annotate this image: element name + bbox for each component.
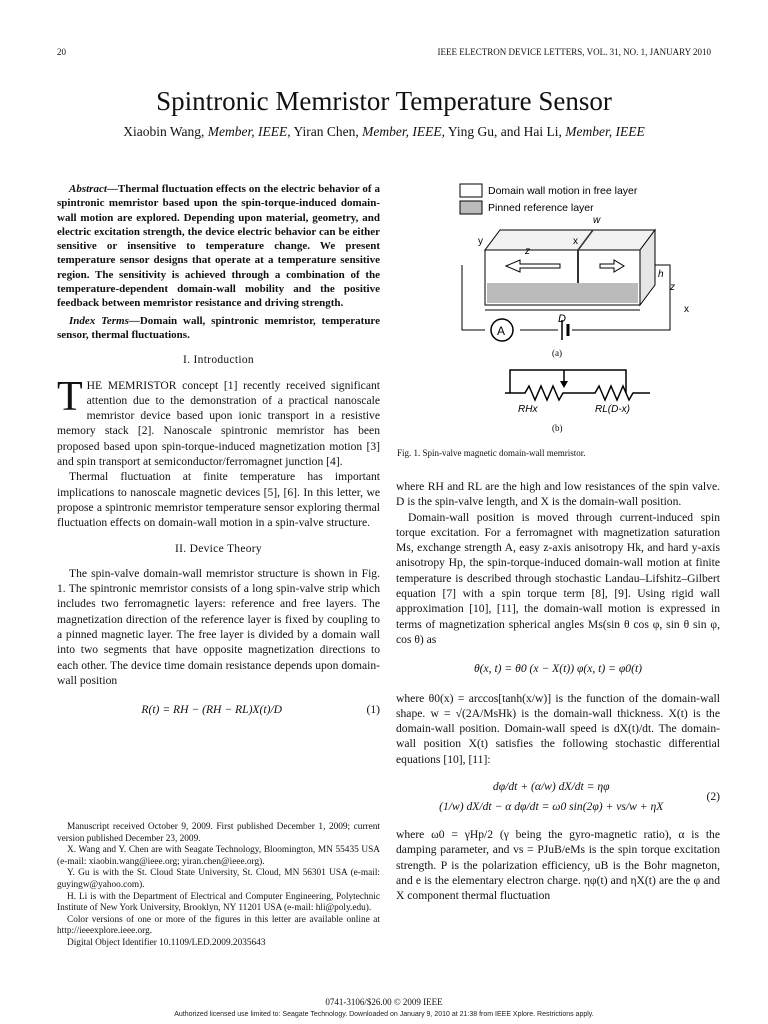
figure-caption: Fig. 1. Spin-valve magnetic domain-wall memristor. [397, 448, 586, 458]
equation-2-line-1: dφ/dt + (α/w) dX/dt = ηφ [492, 780, 610, 794]
footnote: Y. Gu is with the St. Cloud State University, St. Cloud, MN 56301 USA (e-mail: guyingw@yahoo.com). [57, 868, 380, 890]
journal-header: IEEE ELECTRON DEVICE LETTERS, VOL. 31, NO. 1, JANUARY 2010 [437, 47, 711, 57]
wiper-arrow-icon [560, 381, 568, 388]
resistor-network [505, 386, 650, 400]
equation-angles [396, 661, 720, 676]
length-label: D [558, 313, 566, 325]
right-paragraph-1: where RH and RL are the high and low resistances of the spin valve. D is the spin-valve length, and X is the domain-wall position. [396, 480, 720, 509]
axis-x-label-right: x [684, 304, 689, 315]
height-label: h [658, 269, 664, 280]
device-top-face [485, 230, 655, 250]
axis-z-label: z [525, 246, 530, 257]
axis-z-label-right: z [670, 282, 675, 293]
intro-paragraph-2: Thermal fluctuation at finite temperature has important implications to nanoscale magnetic devices [5], [6]. In this letter, we propose a spintronic memristor temperature sensor exploring thermal fluctuation effects on domain-wall motion in a spin-valve structure. [57, 470, 380, 530]
subfigure-b-label: (b) [552, 423, 563, 433]
right-column [396, 479, 720, 904]
page-number: 20 [57, 47, 66, 57]
author-name: Xiaobin Wang, [123, 124, 205, 139]
resistor-right-label: RL(D-x) [595, 404, 630, 415]
right-paragraph-3: where θ0(x) = arccos[tanh(x/w)] is the function of the domain-wall shape. w = √(2A/MsHk) is the domain-wall thickness. X(t) is the domain-wall position. Domain-wall speed is dX(t)/dt. The domain-wall position X(t) satisfies the following stochastic differential equations [10], [11]: [396, 691, 720, 766]
legend-pinned-label: Pinned reference layer [488, 202, 594, 214]
abstract [57, 182, 380, 311]
right-paragraph-2: Domain-wall position is moved through current-induced spin torque excitation. For a ferromagnet with magnetization saturation Ms, exchange strength A, easy z-axis anisotropy Hk, and hard y-axis anisotropy Hp, the spin-torque-induced domain-wall motion at finite temperature is described through stochastic Landau–Lifshitz–Gilbert equation [7] with a spin torque term [8], [9]. Using rigid wall approximation [10], [11], the domain-wall motion is expressed in terms of magnetization spherical angles Ms(sin θ cos φ, sin θ sin φ, cos θ) as [396, 510, 720, 646]
author-role: Member, IEEE, [207, 124, 291, 139]
equation-angles-body: θ(x, t) = θ0 (x − X(t)) φ(x, t) = φ0(t) [473, 662, 643, 676]
legend-swatch-pinned [460, 201, 482, 214]
equation-1-number: (1) [366, 703, 380, 717]
author-role: Member, IEEE [565, 124, 645, 139]
section-heading-device-theory: II. Device Theory [175, 542, 262, 555]
left-column [57, 182, 380, 728]
footnote: X. Wang and Y. Chen are with Seagate Technology, Bloomington, MN 55435 USA (e-mail: xiaobin.wang@ieee.org; yiran.chen@ieee.org). [57, 845, 380, 867]
intro-paragraph-1: THE MEMRISTOR concept [1] recently received significant attention due to the demonstration of a practical nanoscale memristor device based upon ionic transport in a resistive memory stack [2]. Nanoscale spintronic memristor has been proposed based upon spin-torque-induced magnetization motion [3] and spin transport at semiconductor/ferromagnet junction [4]. [57, 373, 380, 469]
ammeter-label: A [497, 324, 506, 338]
figure-1 [440, 180, 700, 440]
author-name: Ying Gu, and Hai Li, [447, 124, 562, 139]
paper-title: Spintronic Memristor Temperature Sensor [156, 86, 612, 116]
subfigure-a-label: (a) [552, 348, 562, 358]
abstract-text: Thermal fluctuation effects on the electric behavior of a spintronic memristor based upon the spin-torque-induced domain-wall motion are explored. Depending upon material, geometry, and electric excitation strength, the device electric behavior can be either sensitive or insensitive to temperature change. We present temperature sensor designs that operate at a temperature sensitive region. The sensitivity is achieved through a combination of the temperature-dependent domain-wall mobility and the positive feedback between memristor resistance and driving strength. [57, 183, 380, 310]
author-name: Yiran Chen, [293, 124, 359, 139]
section-heading-introduction: I. Introduction [183, 354, 254, 367]
axis-x-label-top: x [573, 236, 578, 247]
footnotes [57, 822, 380, 950]
footnote: Color versions of one or more of the figures in this letter are available online at http://ieeexplore.ieee.org. [57, 914, 380, 937]
right-paragraph-4: where ω0 = γHp/2 (γ being the gyro-magnetic ratio), α is the damping parameter, and vs = PJuB/eMs is the spin torque excitation strength. P is the polarization efficiency, uB is the Bohr magneton, and e is the elementary electron charge. ηφ(t) and ηX(t) are the φ and X component thermal fluctuation [396, 828, 720, 903]
legend-free-label: Domain wall motion in free layer [488, 185, 638, 197]
index-terms-label: Index Terms— [69, 314, 140, 327]
resistor-left-label: RHx [518, 404, 538, 415]
footnote: H. Li is with the Department of Electrical and Computer Engineering, Polytechnic Institute of New York University, Brooklyn, NY 11201 USA (e-mail: hli@poly.edu). [57, 891, 380, 914]
width-label: w [593, 215, 601, 226]
author-line [0, 124, 768, 140]
axis-y-label: y [478, 236, 483, 247]
equation-1-body: R(t) = RH − (RH − RL)X(t)/D [141, 703, 283, 717]
equation-2-number: (2) [706, 790, 720, 804]
footnote: Digital Object Identifier 10.1109/LED.2009.2035643 [67, 937, 266, 948]
abstract-label: Abstract— [69, 183, 118, 195]
equation-2 [396, 777, 720, 817]
index-terms [57, 314, 380, 343]
equation-1 [57, 702, 380, 717]
theory-paragraph-1: The spin-valve domain-wall memristor structure is shown in Fig. 1. The spintronic memristor consists of a long spin-valve strip which includes two ferromagnetic layers: reference and free layers. The magnetization direction of the reference layer is fixed by coupling to a pinned magnetic layer. The free layer is divided by a domain wall into two segments that have opposite magnetization directions to each other. The device time domain resistance depends upon domain-wall position [57, 566, 380, 687]
author-role: Member, IEEE, [362, 124, 445, 139]
equation-2-line-2: (1/w) dX/dt − α dφ/dt = ω0 sin(2φ) + vs/w + ηX [439, 800, 664, 814]
drop-cap: T [57, 373, 83, 420]
copyright: 0741-3106/$26.00 © 2009 IEEE [325, 997, 443, 1007]
index-terms-text: Domain wall, spintronic memristor, temperature sensor, thermal fluctuations. [57, 314, 380, 341]
pinned-layer [487, 283, 638, 303]
equation-2-body [396, 777, 706, 817]
authorized-use-notice: Authorized licensed use limited to: Seagate Technology. Downloaded on January 9, 2010 at 21:38 from IEEE Xplore. Restrictions apply. [174, 1011, 594, 1018]
footnote: Manuscript received October 9, 2009. First published December 1, 2009; current version published December 23, 2009. [57, 822, 380, 844]
legend-swatch-free [460, 184, 482, 197]
